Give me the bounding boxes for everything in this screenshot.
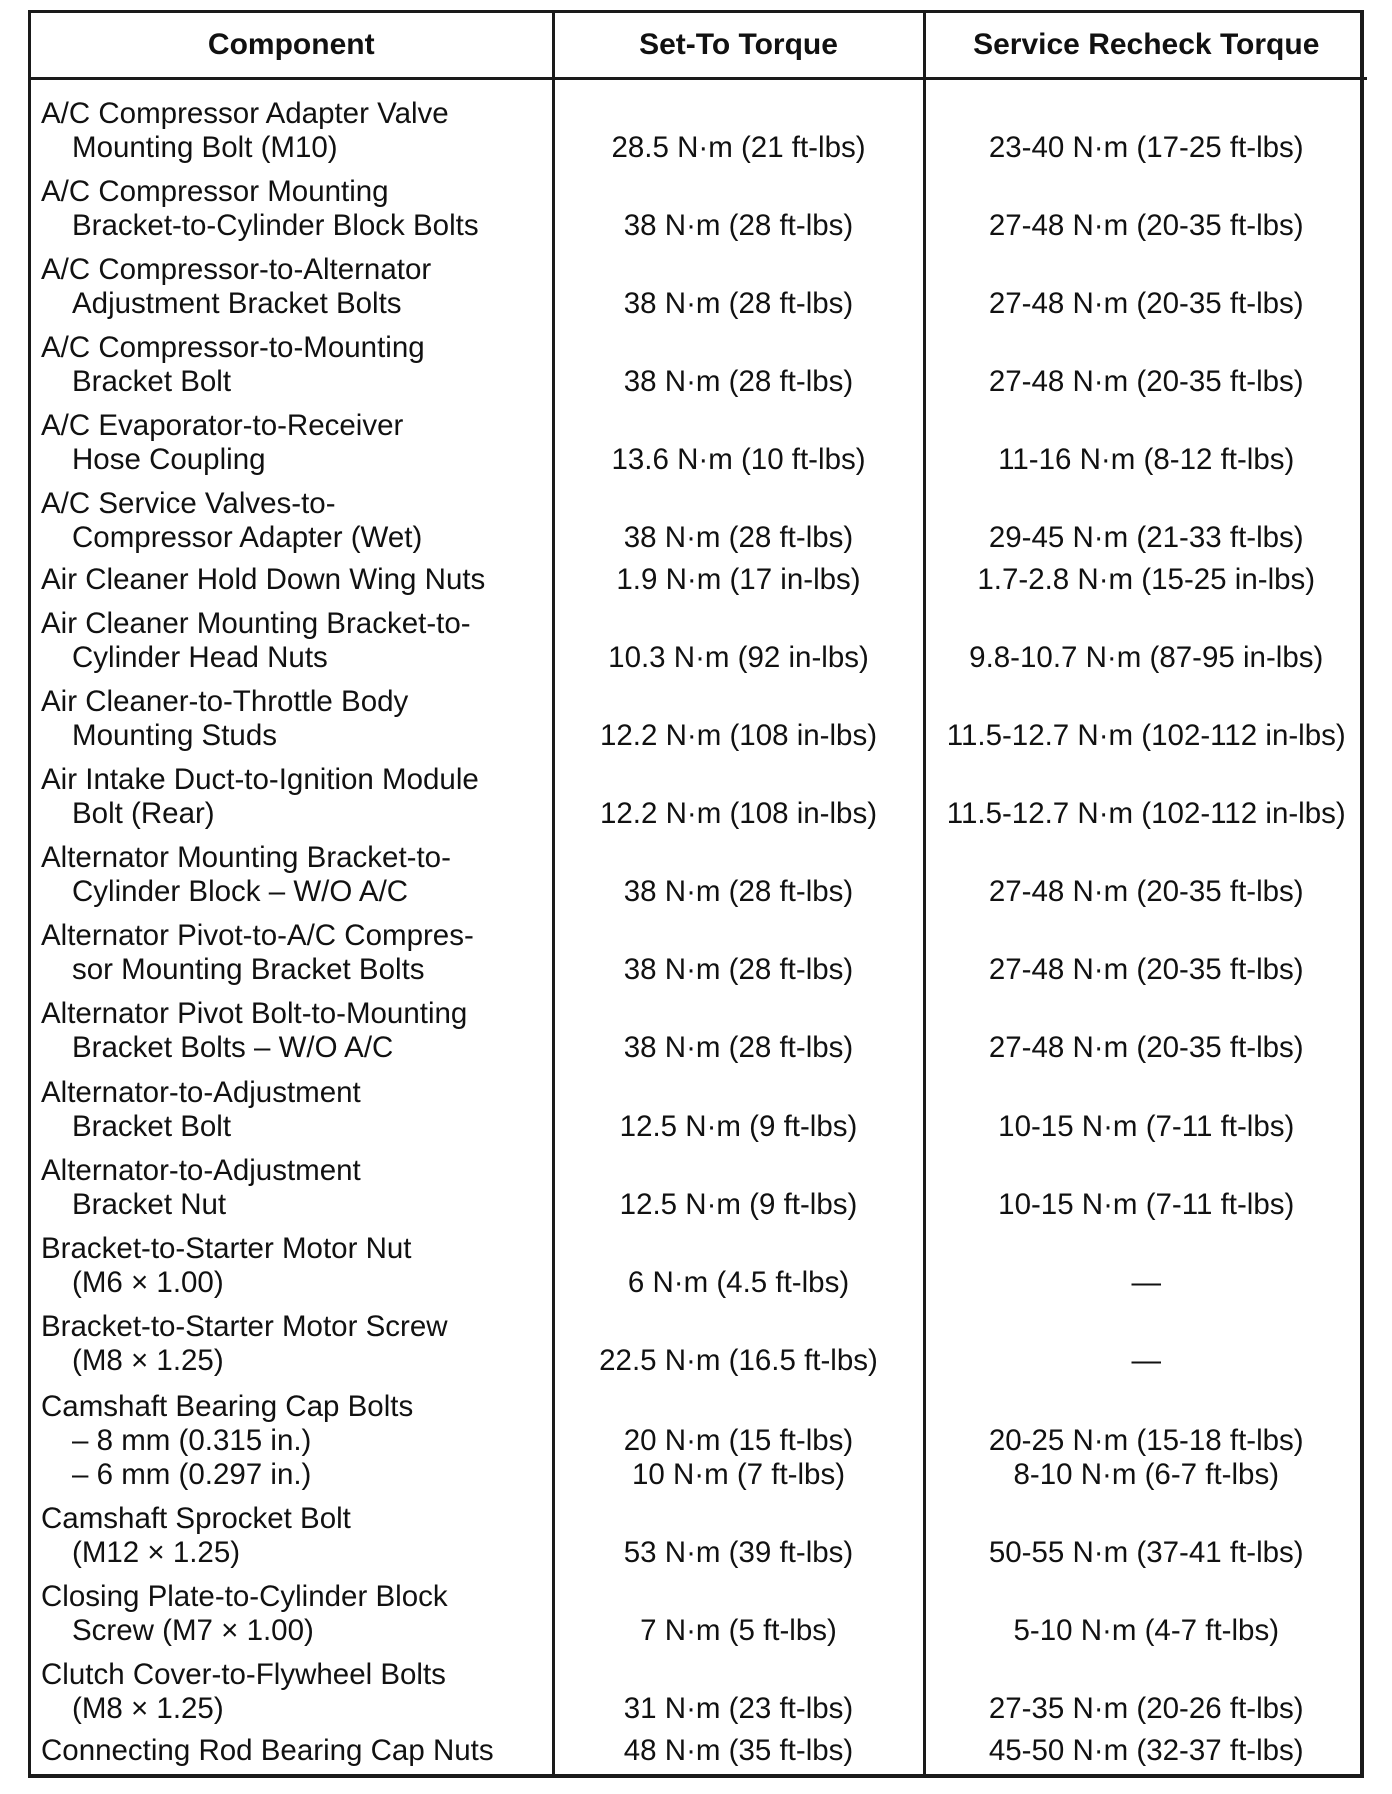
service-recheck-torque-cell <box>924 171 1367 249</box>
component-cell <box>31 915 553 993</box>
set-to-torque-value: 12.5 N·m (9 ft-lbs) <box>619 1187 858 1221</box>
service-recheck-torque-value: 1.7-2.8 N·m (15-25 in-lbs) <box>977 563 1316 597</box>
component-text: Alternator-to-Adjustment <box>41 1153 361 1187</box>
table-row <box>31 1071 1367 1149</box>
component-text: Bracket Bolts – W/O A/C <box>72 1031 394 1065</box>
table-header-row <box>31 13 1367 79</box>
table-row <box>31 837 1367 915</box>
set-to-torque-cell <box>553 171 924 249</box>
set-to-torque-cell <box>553 759 924 837</box>
set-to-torque-value: 20 N·m (15 ft-lbs) <box>623 1423 854 1457</box>
set-to-torque-cell <box>553 561 924 603</box>
table-row <box>31 249 1367 327</box>
component-text: Bracket-to-Starter Motor Screw <box>41 1309 448 1343</box>
component-text: Hose Coupling <box>72 442 266 476</box>
service-recheck-torque-value: 27-48 N·m (20-35 ft-lbs) <box>988 875 1304 909</box>
table-row <box>31 681 1367 759</box>
table-row <box>31 1228 1367 1306</box>
service-recheck-torque-cell <box>924 79 1367 171</box>
component-text: Bolt (Rear) <box>72 797 215 831</box>
header-service-recheck-torque: Service Recheck Torque <box>924 13 1367 79</box>
component-text: Air Cleaner Mounting Bracket-to- <box>41 607 471 641</box>
service-recheck-torque-cell <box>924 993 1367 1071</box>
component-text: (M8 × 1.25) <box>72 1691 224 1725</box>
table-row <box>31 603 1367 681</box>
component-cell <box>31 1384 553 1498</box>
table-row <box>31 1384 1367 1498</box>
component-text: Camshaft Bearing Cap Bolts <box>41 1389 414 1423</box>
table-row <box>31 1150 1367 1228</box>
component-text: Bracket-to-Cylinder Block Bolts <box>72 208 479 242</box>
service-recheck-torque-cell <box>924 1228 1367 1306</box>
service-recheck-torque-cell <box>924 483 1367 561</box>
service-recheck-torque-value: 29-45 N·m (21-33 ft-lbs) <box>988 521 1304 555</box>
service-recheck-torque-cell <box>924 405 1367 483</box>
set-to-torque-cell <box>553 681 924 759</box>
component-text: Adjustment Bracket Bolts <box>72 286 402 320</box>
component-cell <box>31 171 553 249</box>
component-text: Air Cleaner-to-Throttle Body <box>41 685 409 719</box>
set-to-torque-value: 7 N·m (5 ft-lbs) <box>640 1613 837 1647</box>
component-cell <box>31 759 553 837</box>
service-recheck-torque-value: 11-16 N·m (8-12 ft-lbs) <box>998 442 1295 476</box>
component-text: Mounting Bolt (M10) <box>72 130 338 164</box>
set-to-torque-value: 13.6 N·m (10 ft-lbs) <box>611 442 866 476</box>
component-text: (M12 × 1.25) <box>72 1535 241 1569</box>
service-recheck-torque-cell <box>924 249 1367 327</box>
service-recheck-torque-value: 10-15 N·m (7-11 ft-lbs) <box>998 1187 1295 1221</box>
component-cell <box>31 837 553 915</box>
table-row <box>31 79 1367 171</box>
component-cell <box>31 405 553 483</box>
set-to-torque-cell <box>553 915 924 993</box>
service-recheck-torque-value: — <box>1131 1343 1161 1377</box>
torque-specifications-table <box>31 13 1367 1774</box>
component-text: Air Cleaner Hold Down Wing Nuts <box>41 563 486 597</box>
set-to-torque-cell <box>553 1498 924 1576</box>
component-text: Alternator Mounting Bracket-to- <box>41 841 451 875</box>
component-cell <box>31 1654 553 1732</box>
service-recheck-torque-cell <box>924 681 1367 759</box>
component-cell <box>31 1498 553 1576</box>
service-recheck-torque-value: 20-25 N·m (15-18 ft-lbs) <box>988 1423 1304 1457</box>
table-row <box>31 405 1367 483</box>
service-recheck-torque-value: 5-10 N·m (4-7 ft-lbs) <box>1013 1613 1280 1647</box>
set-to-torque-cell <box>553 1071 924 1149</box>
set-to-torque-value: 10 N·m (7 ft-lbs) <box>631 1457 846 1491</box>
component-cell <box>31 561 553 603</box>
component-cell <box>31 1306 553 1384</box>
set-to-torque-value: 38 N·m (28 ft-lbs) <box>623 208 854 242</box>
table-row <box>31 1498 1367 1576</box>
table-row <box>31 483 1367 561</box>
service-recheck-torque-cell <box>924 1576 1367 1654</box>
component-text: A/C Compressor Adapter Valve <box>41 96 449 130</box>
table-body <box>31 79 1367 1775</box>
service-recheck-torque-value: — <box>1131 1265 1161 1299</box>
component-text: Cylinder Block – W/O A/C <box>72 875 409 909</box>
component-text: Bracket Bolt <box>72 364 232 398</box>
service-recheck-torque-value: 11.5-12.7 N·m (102-112 in-lbs) <box>946 797 1346 831</box>
service-recheck-torque-value: 27-48 N·m (20-35 ft-lbs) <box>988 364 1304 398</box>
set-to-torque-value: 38 N·m (28 ft-lbs) <box>623 1031 854 1065</box>
service-recheck-torque-value: 27-48 N·m (20-35 ft-lbs) <box>988 208 1304 242</box>
service-recheck-torque-value: 27-35 N·m (20-26 ft-lbs) <box>988 1691 1304 1725</box>
set-to-torque-cell <box>553 327 924 405</box>
component-cell <box>31 483 553 561</box>
set-to-torque-value: 38 N·m (28 ft-lbs) <box>623 286 854 320</box>
header-set-to-torque: Set-To Torque <box>553 13 924 79</box>
set-to-torque-value: 6 N·m (4.5 ft-lbs) <box>627 1265 850 1299</box>
set-to-torque-cell <box>553 1732 924 1774</box>
service-recheck-torque-cell <box>924 327 1367 405</box>
service-recheck-torque-value: 45-50 N·m (32-37 ft-lbs) <box>988 1734 1304 1767</box>
table-row <box>31 993 1367 1071</box>
component-text: Compressor Adapter (Wet) <box>72 521 423 555</box>
set-to-torque-value: 48 N·m (35 ft-lbs) <box>623 1734 854 1767</box>
component-cell <box>31 1228 553 1306</box>
component-text: Closing Plate-to-Cylinder Block <box>41 1579 448 1613</box>
component-text: Bracket-to-Starter Motor Nut <box>41 1231 412 1265</box>
set-to-torque-value: 38 N·m (28 ft-lbs) <box>623 521 854 555</box>
set-to-torque-value: 53 N·m (39 ft-lbs) <box>623 1535 854 1569</box>
set-to-torque-cell <box>553 1654 924 1732</box>
set-to-torque-cell <box>553 837 924 915</box>
service-recheck-torque-cell <box>924 1732 1367 1774</box>
service-recheck-torque-value: 11.5-12.7 N·m (102-112 in-lbs) <box>946 719 1346 753</box>
component-cell <box>31 249 553 327</box>
component-text: Alternator-to-Adjustment <box>41 1075 361 1109</box>
table-row <box>31 759 1367 837</box>
set-to-torque-value: 38 N·m (28 ft-lbs) <box>623 953 854 987</box>
set-to-torque-cell <box>553 603 924 681</box>
component-text: Screw (M7 × 1.00) <box>72 1613 314 1647</box>
component-cell <box>31 603 553 681</box>
torque-specifications-table-frame <box>28 10 1364 1778</box>
component-text: – 8 mm (0.315 in.) <box>72 1423 312 1457</box>
component-text: A/C Compressor-to-Alternator <box>41 252 432 286</box>
service-recheck-torque-cell <box>924 561 1367 603</box>
table-row <box>31 327 1367 405</box>
set-to-torque-cell <box>553 249 924 327</box>
component-text: sor Mounting Bracket Bolts <box>72 953 425 987</box>
component-text: A/C Compressor Mounting <box>41 174 389 208</box>
service-recheck-torque-value: 10-15 N·m (7-11 ft-lbs) <box>998 1109 1295 1143</box>
component-cell <box>31 1576 553 1654</box>
component-text: A/C Compressor-to-Mounting <box>41 330 425 364</box>
service-recheck-torque-value: 27-48 N·m (20-35 ft-lbs) <box>988 1031 1304 1065</box>
component-text: Alternator Pivot-to-A/C Compres- <box>41 919 474 953</box>
component-cell <box>31 79 553 171</box>
component-text: (M6 × 1.00) <box>72 1265 224 1299</box>
set-to-torque-value: 38 N·m (28 ft-lbs) <box>623 875 854 909</box>
table-row <box>31 915 1367 993</box>
component-text: Bracket Bolt <box>72 1109 232 1143</box>
service-recheck-torque-cell <box>924 1498 1367 1576</box>
table-row <box>31 171 1367 249</box>
set-to-torque-cell <box>553 1228 924 1306</box>
component-text: A/C Service Valves-to- <box>41 487 336 521</box>
set-to-torque-value: 1.9 N·m (17 in-lbs) <box>616 563 861 597</box>
service-recheck-torque-value: 50-55 N·m (37-41 ft-lbs) <box>988 1535 1304 1569</box>
set-to-torque-cell <box>553 993 924 1071</box>
component-text: Air Intake Duct-to-Ignition Module <box>41 763 479 797</box>
set-to-torque-value: 31 N·m (23 ft-lbs) <box>623 1691 854 1725</box>
service-recheck-torque-value: 9.8-10.7 N·m (87-95 in-lbs) <box>969 641 1324 675</box>
set-to-torque-value: 22.5 N·m (16.5 ft-lbs) <box>599 1343 878 1377</box>
service-recheck-torque-cell <box>924 837 1367 915</box>
table-row <box>31 1306 1367 1384</box>
set-to-torque-value: 10.3 N·m (92 in-lbs) <box>608 641 869 675</box>
component-text: Clutch Cover-to-Flywheel Bolts <box>41 1657 446 1691</box>
service-recheck-torque-cell <box>924 1654 1367 1732</box>
component-text: – 6 mm (0.297 in.) <box>72 1457 312 1491</box>
set-to-torque-cell <box>553 1576 924 1654</box>
component-cell <box>31 1071 553 1149</box>
set-to-torque-value: 12.2 N·m (108 in-lbs) <box>599 797 878 831</box>
set-to-torque-value: 28.5 N·m (21 ft-lbs) <box>611 130 866 164</box>
service-recheck-torque-cell <box>924 1384 1367 1498</box>
set-to-torque-cell <box>553 483 924 561</box>
component-text: Camshaft Sprocket Bolt <box>41 1501 351 1535</box>
service-recheck-torque-value: 23-40 N·m (17-25 ft-lbs) <box>988 130 1304 164</box>
component-text: Cylinder Head Nuts <box>72 641 328 675</box>
component-text: Mounting Studs <box>72 719 277 753</box>
set-to-torque-value: 38 N·m (28 ft-lbs) <box>623 364 854 398</box>
table-row <box>31 1732 1367 1774</box>
service-recheck-torque-cell <box>924 1150 1367 1228</box>
table-row <box>31 1576 1367 1654</box>
set-to-torque-cell <box>553 405 924 483</box>
header-component: Component <box>31 13 553 79</box>
service-recheck-torque-value: 27-48 N·m (20-35 ft-lbs) <box>988 286 1304 320</box>
set-to-torque-value: 12.5 N·m (9 ft-lbs) <box>619 1109 858 1143</box>
component-cell <box>31 993 553 1071</box>
component-text: (M8 × 1.25) <box>72 1343 224 1377</box>
component-text: A/C Evaporator-to-Receiver <box>41 408 404 442</box>
service-recheck-torque-cell <box>924 1306 1367 1384</box>
component-text: Alternator Pivot Bolt-to-Mounting <box>41 997 468 1031</box>
table-row <box>31 561 1367 603</box>
table-row <box>31 1654 1367 1732</box>
service-recheck-torque-cell <box>924 1071 1367 1149</box>
set-to-torque-cell <box>553 1306 924 1384</box>
service-recheck-torque-value: 8-10 N·m (6-7 ft-lbs) <box>1013 1457 1280 1491</box>
component-text: Bracket Nut <box>72 1187 227 1221</box>
set-to-torque-cell <box>553 79 924 171</box>
service-recheck-torque-cell <box>924 603 1367 681</box>
set-to-torque-value: 12.2 N·m (108 in-lbs) <box>599 719 878 753</box>
service-recheck-torque-cell <box>924 759 1367 837</box>
component-cell <box>31 1150 553 1228</box>
component-cell <box>31 327 553 405</box>
service-recheck-torque-cell <box>924 915 1367 993</box>
component-text: Connecting Rod Bearing Cap Nuts <box>41 1734 494 1767</box>
service-recheck-torque-value: 27-48 N·m (20-35 ft-lbs) <box>988 953 1304 987</box>
component-cell <box>31 681 553 759</box>
set-to-torque-cell <box>553 1150 924 1228</box>
set-to-torque-cell <box>553 1384 924 1498</box>
component-cell <box>31 1732 553 1774</box>
